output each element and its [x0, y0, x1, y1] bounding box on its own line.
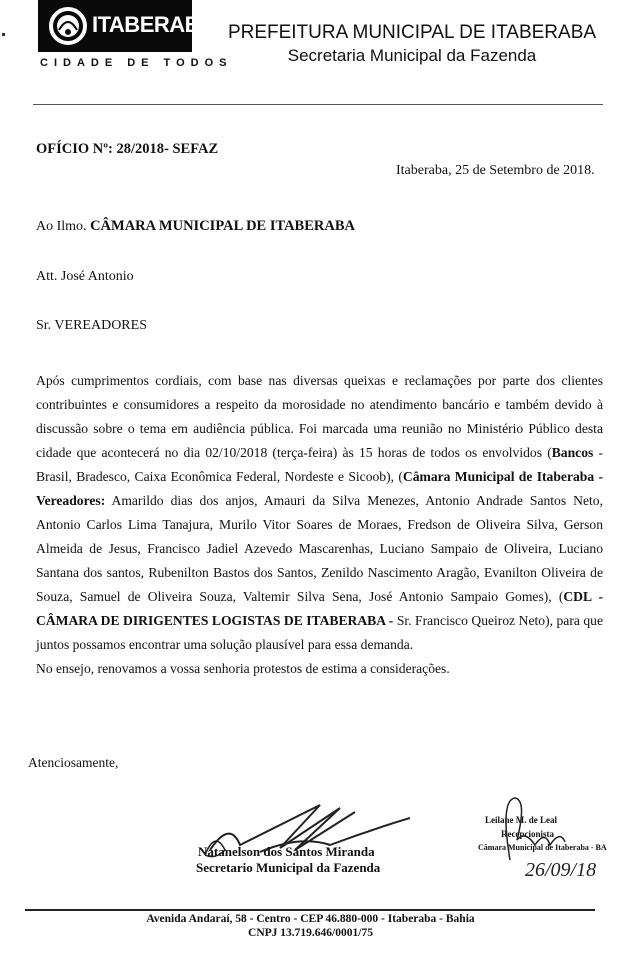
place-date: Itaberaba, 25 de Setembro de 2018.: [396, 163, 595, 178]
stamp-receiver-role: Recepcionista: [501, 829, 554, 839]
cdl-representative: Sr. Francisco Queiroz Neto), para que juntos possamos encontrar uma solução plausível para essa demanda.: [36, 613, 603, 652]
body-paragraph-1: [36, 369, 603, 657]
camara-label: Câmara Municipal de Itaberaba - Vereadores:: [36, 469, 603, 508]
document-reference: OFÍCIO Nº: 28/2018- SEFAZ: [36, 141, 219, 157]
addressee-name: CÂMARA MUNICIPAL DE ITABERABA: [90, 218, 355, 234]
logo-city-name: ITABERABA: [92, 12, 216, 37]
vereadores-list: Amarildo dias dos anjos, Amauri da Silva Menezes, Antonio Andrade Santos Neto, Antonio Carlos Lima Tanajura, Murilo Vitor Soares de Moraes, Fredson de Oliveira Silva, Gerson Almeida de Jesus, Francisco Jadiel Azevedo Mascarenhas, Luciano Sampaio de Oliveira, Luciano Santana dos santos, Rubenilton Bastos dos Santos, Zenildo Nascimento Aragão, Evanilton Oliveira de Souza, Samuel de Oliveira Souza, Valtemir Silva Sena, José Antonio Sampaio Gomes), (: [36, 493, 603, 604]
signatory-name: Natanelson dos Santos Miranda: [198, 844, 375, 859]
receipt-signature-icon: [455, 790, 615, 880]
salutation: Sr. VEREADORES: [36, 318, 147, 333]
attention-line: Att. José Antonio: [36, 269, 134, 284]
letter-body: [36, 369, 603, 681]
coat-of-arms-icon: [48, 4, 88, 48]
closing: Atenciosamente,: [28, 755, 119, 770]
scan-mark: [2, 33, 5, 36]
cdl-label: CDL - CÂMARA DE DIRIGENTES LOGISTAS DE ITABERABA -: [36, 589, 603, 628]
letterhead-subtitle: Secretaria Municipal da Fazenda: [287, 46, 537, 65]
banks-label: Bancos: [551, 445, 594, 460]
body-intro: Após cumprimentos cordiais, com base nas diversas queixas e reclamações por parte dos clientes contribuintes e consumidores a respeito da morosidade no atendimento bancário e também devido à discussão sobre o tema em audiência pública. Foi marcada uma reunião no Ministério Público desta cidade que acontecerá no dia 02/10/2018 (terça-feira) às 15 horas de todos os envolvidos (: [36, 373, 603, 460]
handwritten-receipt-date: 26/09/18: [525, 859, 597, 880]
footer-cnpj: CNPJ 13.719.646/0001/75: [248, 927, 373, 939]
footer-address: Avenida Andaraí, 58 - Centro - CEP 46.880-000 - Itaberaba - Bahia: [146, 913, 475, 925]
logo-motto: CIDADE DE TODOS: [40, 57, 233, 69]
stamp-receiver-name: Leilane M. de Leal: [485, 815, 557, 825]
letterhead-title: PREFEITURA MUNICIPAL DE ITABERABA: [227, 22, 597, 43]
header-divider: [33, 104, 603, 105]
signatory-role: Secretario Municipal da Fazenda: [196, 860, 381, 875]
stamp-organization: Câmara Municipal de Itaberaba - BA: [478, 843, 607, 852]
addressee-prefix: Ao Ilmo.: [36, 219, 87, 234]
addressee-line: [36, 218, 355, 235]
body-paragraph-2: No ensejo, renovamos a vossa senhoria protestos de estima a considerações.: [36, 661, 450, 676]
footer-divider: [25, 909, 595, 911]
banks-list: - Brasil, Bradesco, Caixa Econômica Federal, Nordeste e Sicoob), (: [36, 445, 603, 484]
